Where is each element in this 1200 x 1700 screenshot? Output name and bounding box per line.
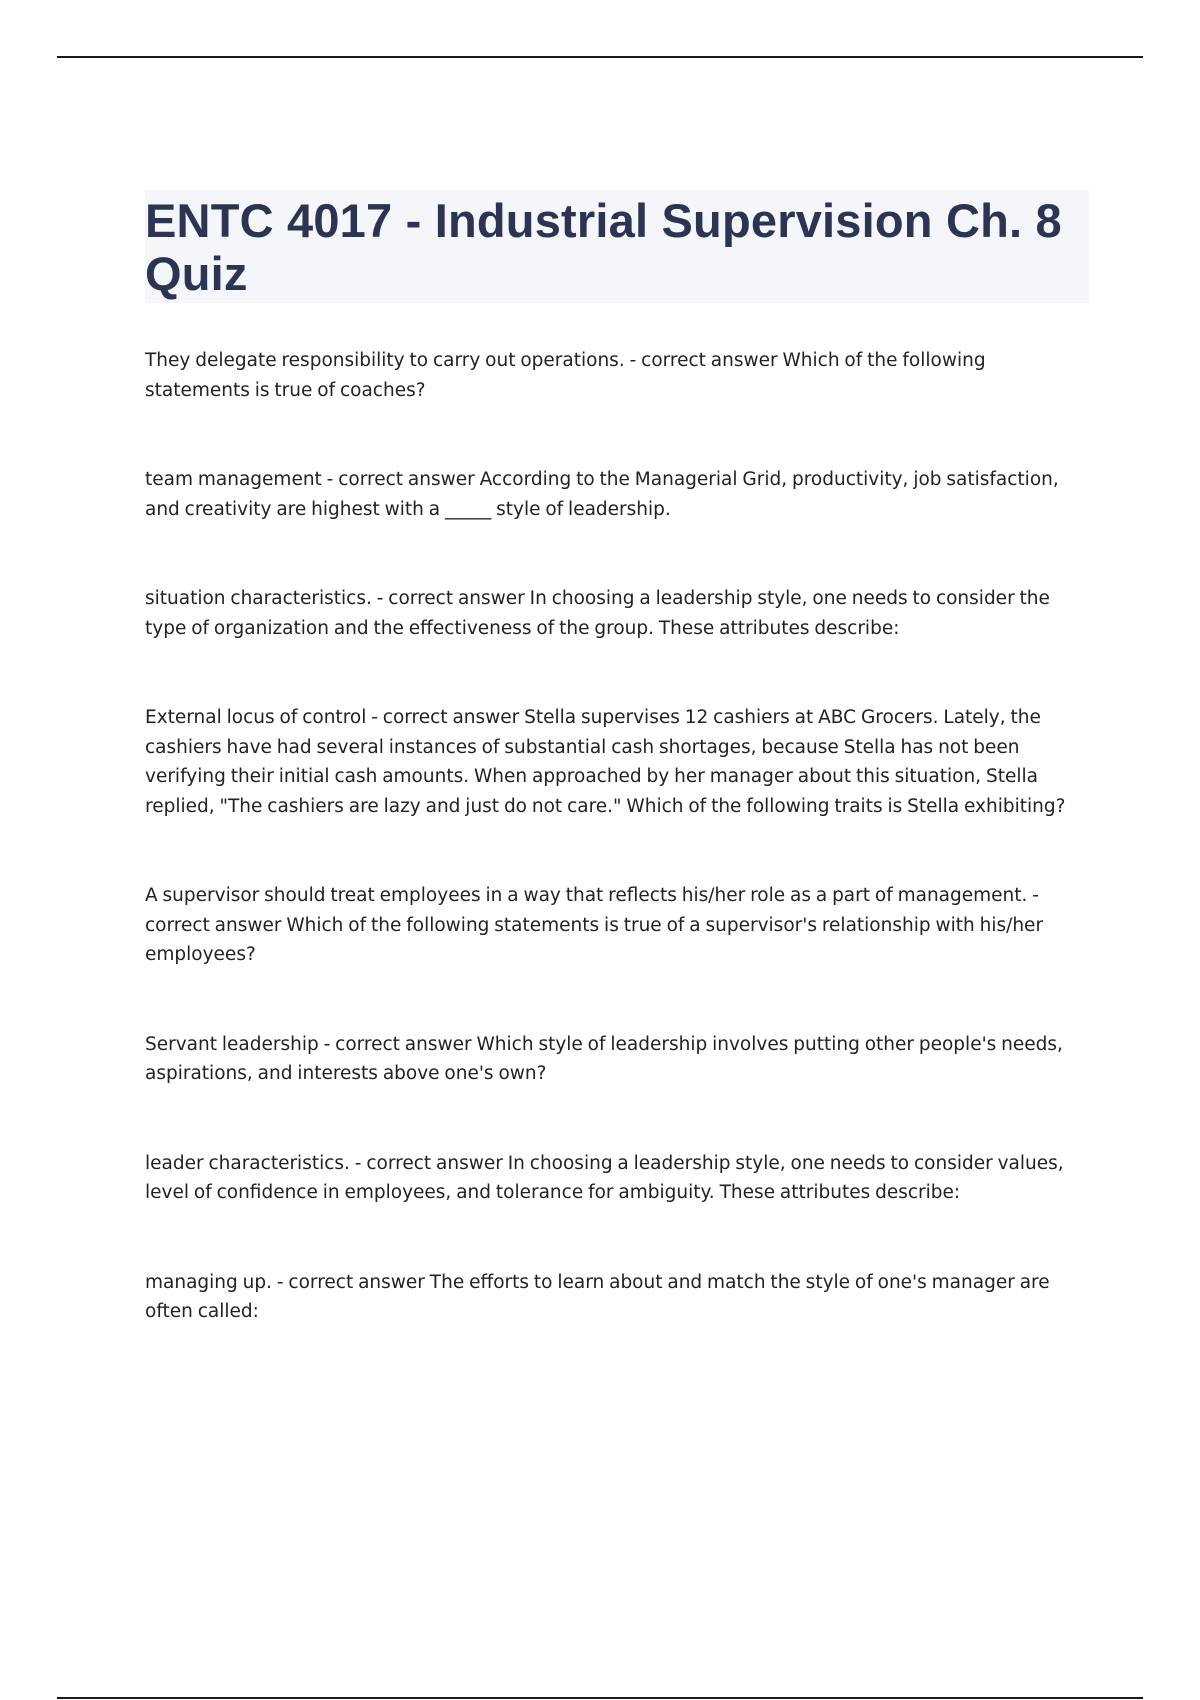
qa-item: leader characteristics. - correct answer In choosing a leadership style, one needs to consider values, level of confidence in employees, and tolerance for ambiguity. These attributes describe: [145,1152,1064,1203]
qa-item: A supervisor should treat employees in a way that reflects his/her role as a part of management. - correct answer Which of the following statements is true of a supervisor's relationship with his/her employees? [145,885,1044,965]
qa-list [145,346,1090,1327]
qa-item: They delegate responsibility to carry out operations. - correct answer Which of the following statements is true of coaches? [145,350,986,401]
qa-item: Servant leadership - correct answer Which style of leadership involves putting other people's needs, aspirations, and interests above one's own? [145,1033,1063,1084]
document-title: ENTC 4017 - Industrial Supervision Ch. 8 Quiz [145,194,1062,300]
qa-item: managing up. - correct answer The efforts to learn about and match the style of one's manager are often called: [145,1271,1050,1322]
title-block [145,190,1089,303]
qa-item: team management - correct answer According to the Managerial Grid, productivity, job satisfaction, and creativity are highest with a _____ style of leadership. [145,469,1059,520]
top-divider [57,56,1143,58]
qa-item: situation characteristics. - correct answer In choosing a leadership style, one needs to consider the type of organization and the effectiveness of the group. These attributes describe: [145,588,1050,639]
qa-item: External locus of control - correct answer Stella supervises 12 cashiers at ABC Grocers. Lately, the cashiers have had several instances of substantial cash shortages, because Stella has not been verifying their initial cash amounts. When approached by her manager about this situation, Stella replied, "The cashiers are lazy and just do not care." Which of the following traits is Stella exhibiting? [145,707,1066,817]
bottom-divider [57,1697,1143,1699]
